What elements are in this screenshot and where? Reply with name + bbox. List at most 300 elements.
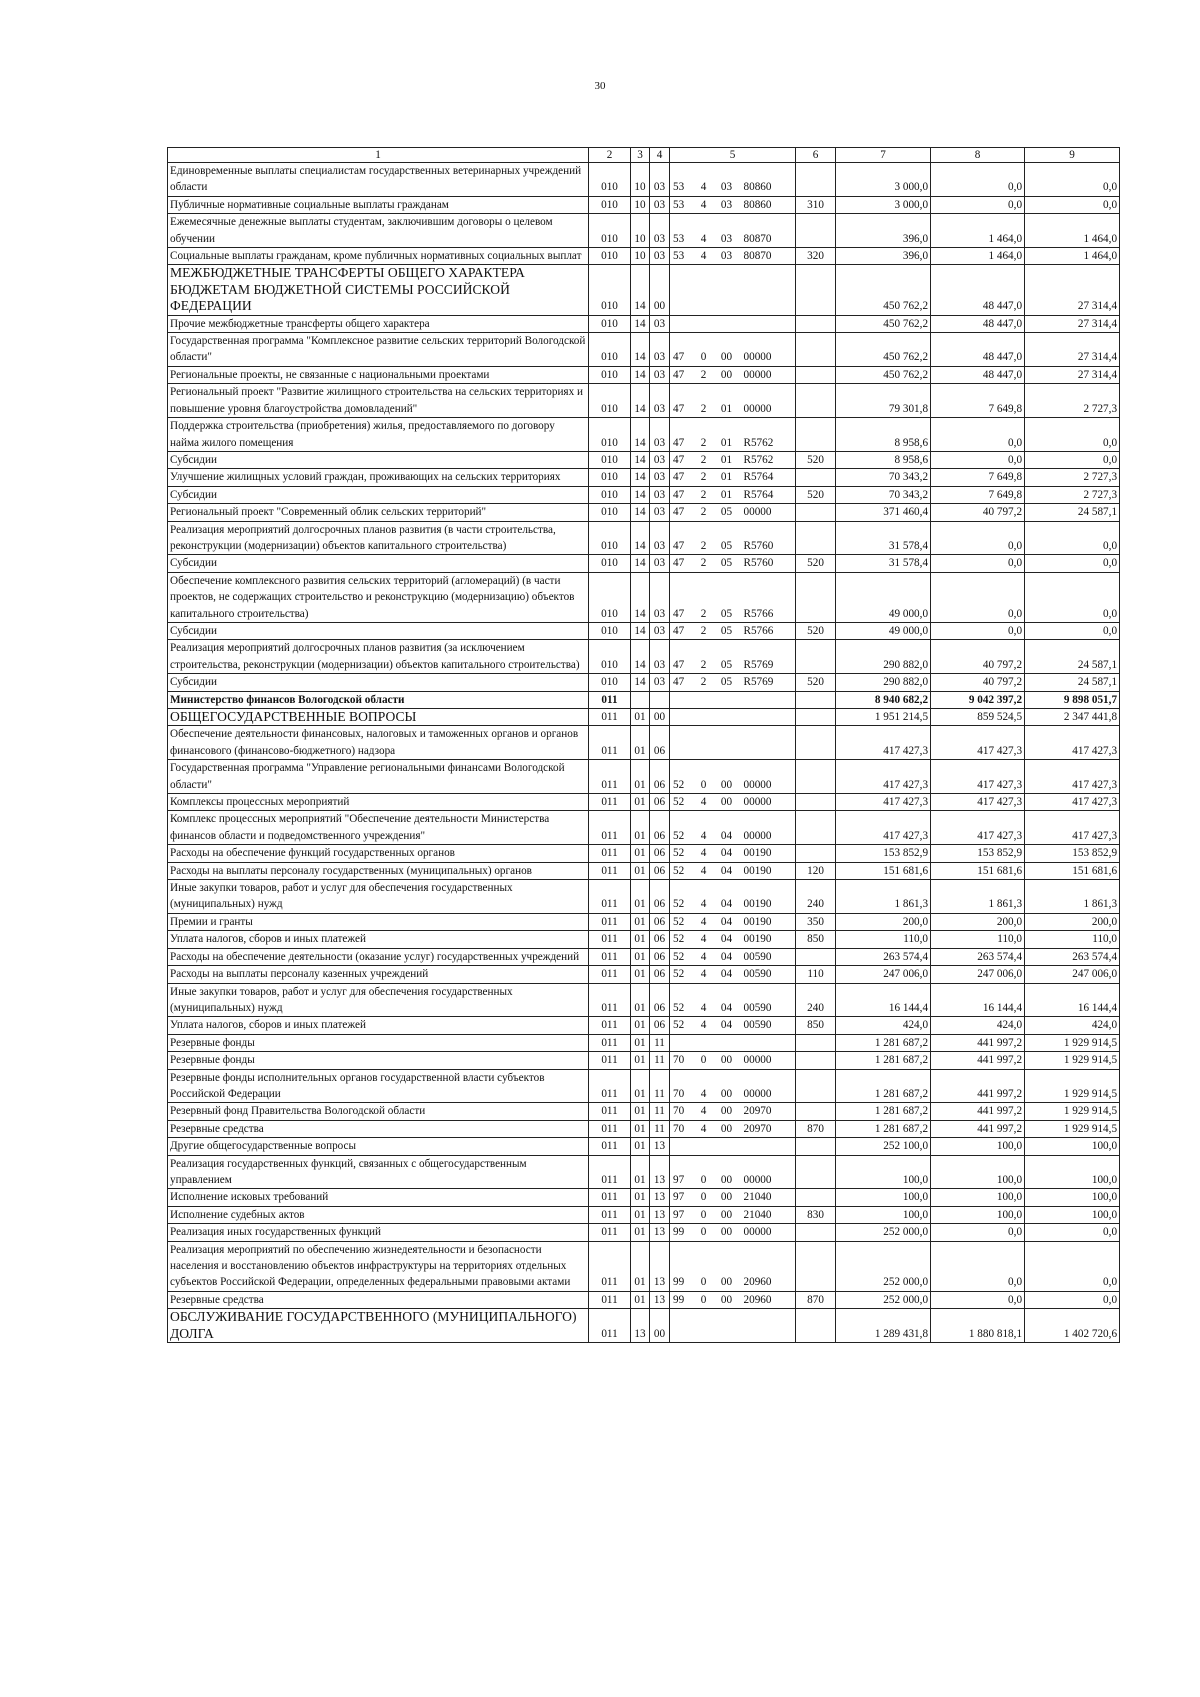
direction-code-cell: 20970: [740, 1103, 796, 1120]
header-cell-2: 2: [589, 148, 631, 163]
event-code-cell: [714, 709, 740, 726]
row-name-cell: Резервные фонды: [168, 1052, 589, 1069]
budget-table: [167, 147, 1120, 1343]
subsection-code-cell: 03: [650, 640, 670, 674]
table-row: [168, 1052, 1120, 1069]
table-row: [168, 1103, 1120, 1120]
row-name-cell: Расходы на обеспечение деятельности (оказание услуг) государственных учреждений: [168, 948, 589, 965]
expense-type-cell: 350: [796, 913, 836, 930]
subsection-code-cell: 03: [650, 163, 670, 197]
amount-col8-cell: 100,0: [931, 1189, 1025, 1206]
section-code-cell: 01: [631, 811, 650, 845]
direction-code-cell: 20960: [740, 1291, 796, 1308]
amount-col9-cell: 0,0: [1025, 1224, 1120, 1241]
amount-col7-cell: 16 144,4: [836, 983, 931, 1017]
subsection-code-cell: 06: [650, 794, 670, 811]
amount-col8-cell: 48 447,0: [931, 315, 1025, 332]
amount-col7-cell: 3 000,0: [836, 196, 931, 213]
amount-col9-cell: 24 587,1: [1025, 504, 1120, 521]
program-code-cell: 70: [670, 1069, 694, 1103]
table-row: [168, 1241, 1120, 1291]
event-code-cell: 04: [714, 966, 740, 983]
table-row: [168, 418, 1120, 452]
row-name-cell: Обеспечение деятельности финансовых, налоговых и таможенных органов и органов финансового (финансово-бюджетного) надзора: [168, 726, 589, 760]
program-code-cell: 97: [670, 1206, 694, 1223]
amount-col8-cell: 417 427,3: [931, 760, 1025, 794]
program-code-cell: 53: [670, 196, 694, 213]
admin-code-cell: 010: [589, 572, 631, 622]
section-code-cell: 01: [631, 1138, 650, 1155]
amount-col7-cell: 450 762,2: [836, 333, 931, 367]
program-code-cell: 70: [670, 1052, 694, 1069]
expense-type-cell: [796, 811, 836, 845]
table-row: [168, 265, 1120, 315]
subsection-code-cell: 13: [650, 1291, 670, 1308]
amount-col8-cell: 9 042 397,2: [931, 691, 1025, 708]
program-code-cell: 47: [670, 622, 694, 639]
amount-col9-cell: 0,0: [1025, 1241, 1120, 1291]
amount-col7-cell: 8 958,6: [836, 418, 931, 452]
row-name-cell: Реализация государственных функций, связанных с общегосударственным управлением: [168, 1155, 589, 1189]
admin-code-cell: 010: [589, 366, 631, 383]
amount-col8-cell: 40 797,2: [931, 640, 1025, 674]
admin-code-cell: 011: [589, 1120, 631, 1137]
header-cell-1: 1: [168, 148, 589, 163]
event-code-cell: 00: [714, 1241, 740, 1291]
subprogram-code-cell: [694, 709, 714, 726]
admin-code-cell: 011: [589, 691, 631, 708]
table-row: [168, 674, 1120, 691]
table-row: [168, 1155, 1120, 1189]
admin-code-cell: 011: [589, 845, 631, 862]
row-name-cell: Субсидии: [168, 486, 589, 503]
program-code-cell: 47: [670, 640, 694, 674]
row-name-cell: Региональный проект "Современный облик сельских территорий": [168, 504, 589, 521]
direction-code-cell: [740, 709, 796, 726]
header-cell-5: 5: [670, 148, 796, 163]
direction-code-cell: R5760: [740, 521, 796, 555]
subprogram-code-cell: 2: [694, 469, 714, 486]
table-row: [168, 1224, 1120, 1241]
amount-col8-cell: 417 427,3: [931, 726, 1025, 760]
direction-code-cell: 00590: [740, 966, 796, 983]
amount-col9-cell: 16 144,4: [1025, 983, 1120, 1017]
table-row: [168, 983, 1120, 1017]
amount-col8-cell: 441 997,2: [931, 1034, 1025, 1051]
direction-code-cell: 80870: [740, 214, 796, 248]
direction-code-cell: 00590: [740, 948, 796, 965]
admin-code-cell: 010: [589, 521, 631, 555]
amount-col7-cell: 396,0: [836, 248, 931, 265]
subsection-code-cell: 06: [650, 983, 670, 1017]
amount-col9-cell: 24 587,1: [1025, 640, 1120, 674]
event-code-cell: 00: [714, 1155, 740, 1189]
amount-col7-cell: 1 281 687,2: [836, 1069, 931, 1103]
amount-col8-cell: 100,0: [931, 1206, 1025, 1223]
row-name-cell: Исполнение судебных актов: [168, 1206, 589, 1223]
subsection-code-cell: 03: [650, 504, 670, 521]
subsection-code-cell: 00: [650, 1309, 670, 1343]
row-name-cell: Ежемесячные денежные выплаты студентам, заключившим договоры о целевом обучении: [168, 214, 589, 248]
subsection-code-cell: 13: [650, 1241, 670, 1291]
admin-code-cell: 010: [589, 214, 631, 248]
program-code-cell: 47: [670, 451, 694, 468]
table-row: [168, 1189, 1120, 1206]
amount-col9-cell: 151 681,6: [1025, 862, 1120, 879]
expense-type-cell: [796, 845, 836, 862]
direction-code-cell: 21040: [740, 1189, 796, 1206]
expense-type-cell: 310: [796, 196, 836, 213]
program-code-cell: 53: [670, 163, 694, 197]
section-code-cell: 01: [631, 1206, 650, 1223]
admin-code-cell: 011: [589, 913, 631, 930]
amount-col7-cell: 151 681,6: [836, 862, 931, 879]
section-code-cell: 01: [631, 1120, 650, 1137]
section-code-cell: 01: [631, 1291, 650, 1308]
header-cell-8: 8: [931, 148, 1025, 163]
section-code-cell: 01: [631, 966, 650, 983]
event-code-cell: 04: [714, 931, 740, 948]
direction-code-cell: R5760: [740, 555, 796, 572]
amount-col9-cell: 2 727,3: [1025, 486, 1120, 503]
event-code-cell: 05: [714, 521, 740, 555]
subprogram-code-cell: 4: [694, 1103, 714, 1120]
amount-col7-cell: 1 281 687,2: [836, 1034, 931, 1051]
table-row: [168, 163, 1120, 197]
table-row: [168, 913, 1120, 930]
admin-code-cell: 011: [589, 1103, 631, 1120]
amount-col9-cell: 0,0: [1025, 622, 1120, 639]
admin-code-cell: 011: [589, 1309, 631, 1343]
header-cell-3: 3: [631, 148, 650, 163]
subsection-code-cell: 00: [650, 265, 670, 315]
row-name-cell: Поддержка строительства (приобретения) жилья, предоставляемого по договору найма жилого помещения: [168, 418, 589, 452]
table-row: [168, 521, 1120, 555]
subprogram-code-cell: 2: [694, 640, 714, 674]
program-code-cell: 47: [670, 504, 694, 521]
amount-col8-cell: 424,0: [931, 1017, 1025, 1034]
row-name-cell: Расходы на выплаты персоналу государственных (муниципальных) органов: [168, 862, 589, 879]
row-name-cell: Резервные фонды исполнительных органов государственной власти субъектов Российской Федерации: [168, 1069, 589, 1103]
subprogram-code-cell: [694, 1034, 714, 1051]
direction-code-cell: 00000: [740, 1155, 796, 1189]
table-row: [168, 948, 1120, 965]
section-code-cell: 14: [631, 418, 650, 452]
section-code-cell: 14: [631, 674, 650, 691]
admin-code-cell: 011: [589, 726, 631, 760]
amount-col7-cell: 31 578,4: [836, 521, 931, 555]
amount-col8-cell: 0,0: [931, 451, 1025, 468]
subsection-code-cell: 03: [650, 384, 670, 418]
amount-col9-cell: 0,0: [1025, 196, 1120, 213]
amount-col9-cell: 1 929 914,5: [1025, 1052, 1120, 1069]
expense-type-cell: 320: [796, 248, 836, 265]
admin-code-cell: 010: [589, 384, 631, 418]
event-code-cell: [714, 1138, 740, 1155]
row-name-cell: Улучшение жилищных условий граждан, проживающих на сельских территориях: [168, 469, 589, 486]
table-row: [168, 622, 1120, 639]
event-code-cell: 00: [714, 1189, 740, 1206]
row-name-cell: Резервные средства: [168, 1120, 589, 1137]
program-code-cell: 52: [670, 948, 694, 965]
subsection-code-cell: 03: [650, 196, 670, 213]
amount-col7-cell: 417 427,3: [836, 794, 931, 811]
table-row: [168, 315, 1120, 332]
amount-col9-cell: 110,0: [1025, 931, 1120, 948]
subsection-code-cell: 11: [650, 1120, 670, 1137]
amount-col7-cell: 1 281 687,2: [836, 1052, 931, 1069]
amount-col8-cell: 859 524,5: [931, 709, 1025, 726]
event-code-cell: 00: [714, 760, 740, 794]
amount-col8-cell: 7 649,8: [931, 486, 1025, 503]
expense-type-cell: 830: [796, 1206, 836, 1223]
admin-code-cell: 010: [589, 418, 631, 452]
program-code-cell: 52: [670, 913, 694, 930]
row-name-cell: Премии и гранты: [168, 913, 589, 930]
direction-code-cell: 80860: [740, 163, 796, 197]
section-code-cell: 01: [631, 1241, 650, 1291]
admin-code-cell: 011: [589, 794, 631, 811]
subsection-code-cell: 06: [650, 913, 670, 930]
program-code-cell: 97: [670, 1155, 694, 1189]
subprogram-code-cell: [694, 1138, 714, 1155]
subsection-code-cell: 06: [650, 948, 670, 965]
row-name-cell: МЕЖБЮДЖЕТНЫЕ ТРАНСФЕРТЫ ОБЩЕГО ХАРАКТЕРА БЮДЖЕТАМ БЮДЖЕТНОЙ СИСТЕМЫ РОССИЙСКОЙ ФЕДЕРАЦИИ: [168, 265, 589, 315]
event-code-cell: 04: [714, 913, 740, 930]
section-code-cell: 01: [631, 913, 650, 930]
amount-col9-cell: 9 898 051,7: [1025, 691, 1120, 708]
amount-col9-cell: 100,0: [1025, 1206, 1120, 1223]
section-code-cell: 01: [631, 845, 650, 862]
direction-code-cell: 20960: [740, 1241, 796, 1291]
admin-code-cell: 011: [589, 948, 631, 965]
expense-type-cell: [796, 640, 836, 674]
program-code-cell: 70: [670, 1120, 694, 1137]
section-code-cell: 10: [631, 248, 650, 265]
section-code-cell: 01: [631, 1017, 650, 1034]
subprogram-code-cell: 2: [694, 572, 714, 622]
expense-type-cell: 240: [796, 983, 836, 1017]
subsection-code-cell: 03: [650, 486, 670, 503]
row-name-cell: Уплата налогов, сборов и иных платежей: [168, 931, 589, 948]
program-code-cell: [670, 709, 694, 726]
event-code-cell: 04: [714, 845, 740, 862]
section-code-cell: 01: [631, 726, 650, 760]
subprogram-code-cell: 0: [694, 1241, 714, 1291]
amount-col8-cell: 16 144,4: [931, 983, 1025, 1017]
admin-code-cell: 010: [589, 196, 631, 213]
row-name-cell: Резервные фонды: [168, 1034, 589, 1051]
header-cell-4: 4: [650, 148, 670, 163]
subprogram-code-cell: 4: [694, 913, 714, 930]
row-name-cell: Единовременные выплаты специалистам государственных ветеринарных учреждений области: [168, 163, 589, 197]
amount-col9-cell: 2 347 441,8: [1025, 709, 1120, 726]
subsection-code-cell: 11: [650, 1069, 670, 1103]
subprogram-code-cell: 2: [694, 521, 714, 555]
amount-col8-cell: 0,0: [931, 1291, 1025, 1308]
subprogram-code-cell: 4: [694, 1017, 714, 1034]
direction-code-cell: 00190: [740, 931, 796, 948]
section-code-cell: 01: [631, 1052, 650, 1069]
amount-col7-cell: 100,0: [836, 1155, 931, 1189]
expense-type-cell: [796, 1224, 836, 1241]
subprogram-code-cell: 4: [694, 948, 714, 965]
program-code-cell: 47: [670, 418, 694, 452]
program-code-cell: 52: [670, 931, 694, 948]
direction-code-cell: 00000: [740, 384, 796, 418]
amount-col9-cell: 1 402 720,6: [1025, 1309, 1120, 1343]
event-code-cell: [714, 1034, 740, 1051]
subsection-code-cell: 06: [650, 880, 670, 914]
amount-col9-cell: 417 427,3: [1025, 811, 1120, 845]
table-row: [168, 880, 1120, 914]
admin-code-cell: 010: [589, 640, 631, 674]
amount-col7-cell: 100,0: [836, 1189, 931, 1206]
row-name-cell: Исполнение исковых требований: [168, 1189, 589, 1206]
amount-col8-cell: 110,0: [931, 931, 1025, 948]
amount-col9-cell: 100,0: [1025, 1189, 1120, 1206]
amount-col9-cell: 1 464,0: [1025, 248, 1120, 265]
event-code-cell: 03: [714, 248, 740, 265]
amount-col7-cell: 100,0: [836, 1206, 931, 1223]
expense-type-cell: [796, 163, 836, 197]
subsection-code-cell: 11: [650, 1103, 670, 1120]
subsection-code-cell: 06: [650, 760, 670, 794]
amount-col7-cell: 450 762,2: [836, 315, 931, 332]
amount-col8-cell: 0,0: [931, 572, 1025, 622]
amount-col8-cell: 441 997,2: [931, 1069, 1025, 1103]
direction-code-cell: 00000: [740, 1069, 796, 1103]
amount-col8-cell: 0,0: [931, 196, 1025, 213]
subsection-code-cell: 06: [650, 1017, 670, 1034]
program-code-cell: 52: [670, 966, 694, 983]
event-code-cell: 03: [714, 214, 740, 248]
expense-type-cell: 850: [796, 1017, 836, 1034]
event-code-cell: 04: [714, 862, 740, 879]
row-name-cell: Реализация иных государственных функций: [168, 1224, 589, 1241]
amount-col7-cell: 417 427,3: [836, 811, 931, 845]
subprogram-code-cell: 2: [694, 674, 714, 691]
amount-col8-cell: 0,0: [931, 163, 1025, 197]
row-name-cell: Комплекс процессных мероприятий "Обеспечение деятельности Министерства финансов области и подведомственного учреждения": [168, 811, 589, 845]
row-name-cell: Государственная программа "Комплексное развитие сельских территорий Вологодской области": [168, 333, 589, 367]
expense-type-cell: 520: [796, 486, 836, 503]
event-code-cell: 01: [714, 384, 740, 418]
direction-code-cell: 00000: [740, 1224, 796, 1241]
amount-col8-cell: 48 447,0: [931, 333, 1025, 367]
program-code-cell: 52: [670, 760, 694, 794]
section-code-cell: 10: [631, 214, 650, 248]
admin-code-cell: 011: [589, 1291, 631, 1308]
expense-type-cell: [796, 504, 836, 521]
amount-col7-cell: 31 578,4: [836, 555, 931, 572]
expense-type-cell: 240: [796, 880, 836, 914]
row-name-cell: Субсидии: [168, 555, 589, 572]
row-name-cell: Другие общегосударственные вопросы: [168, 1138, 589, 1155]
amount-col7-cell: 70 343,2: [836, 469, 931, 486]
event-code-cell: 01: [714, 418, 740, 452]
amount-col7-cell: 1 951 214,5: [836, 709, 931, 726]
event-code-cell: 00: [714, 1206, 740, 1223]
amount-col8-cell: 1 464,0: [931, 214, 1025, 248]
section-code-cell: 01: [631, 760, 650, 794]
subsection-code-cell: 03: [650, 622, 670, 639]
section-code-cell: 01: [631, 1155, 650, 1189]
row-name-cell: Обеспечение комплексного развития сельских территорий (агломераций) (в части проектов, не содержащих строительство и реконструкцию (модернизацию) объектов капитального строительства): [168, 572, 589, 622]
subprogram-code-cell: 4: [694, 163, 714, 197]
direction-code-cell: [740, 1309, 796, 1343]
subprogram-code-cell: 4: [694, 880, 714, 914]
event-code-cell: 01: [714, 469, 740, 486]
subprogram-code-cell: 0: [694, 1291, 714, 1308]
expense-type-cell: [796, 521, 836, 555]
subprogram-code-cell: 4: [694, 811, 714, 845]
amount-col9-cell: 27 314,4: [1025, 333, 1120, 367]
section-code-cell: 14: [631, 555, 650, 572]
table-row: [168, 504, 1120, 521]
subprogram-code-cell: [694, 265, 714, 315]
program-code-cell: 47: [670, 555, 694, 572]
row-name-cell: Министерство финансов Вологодской области: [168, 691, 589, 708]
direction-code-cell: 00000: [740, 504, 796, 521]
admin-code-cell: 011: [589, 983, 631, 1017]
program-code-cell: 52: [670, 880, 694, 914]
expense-type-cell: [796, 691, 836, 708]
table-row: [168, 691, 1120, 708]
subprogram-code-cell: 4: [694, 1069, 714, 1103]
admin-code-cell: 010: [589, 469, 631, 486]
direction-code-cell: 00590: [740, 1017, 796, 1034]
table-row: [168, 1069, 1120, 1103]
amount-col8-cell: 100,0: [931, 1138, 1025, 1155]
amount-col9-cell: 27 314,4: [1025, 265, 1120, 315]
section-code-cell: [631, 691, 650, 708]
admin-code-cell: 010: [589, 315, 631, 332]
row-name-cell: Региональный проект "Развитие жилищного строительства на сельских территориях и повышение уровня благоустройства домовладений": [168, 384, 589, 418]
subprogram-code-cell: 2: [694, 555, 714, 572]
subprogram-code-cell: 4: [694, 983, 714, 1017]
expense-type-cell: [796, 1155, 836, 1189]
table-row: [168, 196, 1120, 213]
section-code-cell: 01: [631, 983, 650, 1017]
event-code-cell: 04: [714, 1017, 740, 1034]
subprogram-code-cell: 0: [694, 1224, 714, 1241]
program-code-cell: [670, 315, 694, 332]
amount-col7-cell: 3 000,0: [836, 163, 931, 197]
admin-code-cell: 011: [589, 811, 631, 845]
section-code-cell: 10: [631, 163, 650, 197]
program-code-cell: 52: [670, 983, 694, 1017]
subprogram-code-cell: 2: [694, 366, 714, 383]
admin-code-cell: 011: [589, 1155, 631, 1189]
direction-code-cell: R5764: [740, 469, 796, 486]
amount-col8-cell: 48 447,0: [931, 366, 1025, 383]
direction-code-cell: [740, 265, 796, 315]
direction-code-cell: 00190: [740, 880, 796, 914]
expense-type-cell: 520: [796, 674, 836, 691]
amount-col7-cell: 290 882,0: [836, 674, 931, 691]
subsection-code-cell: 03: [650, 333, 670, 367]
subsection-code-cell: 03: [650, 315, 670, 332]
event-code-cell: 01: [714, 451, 740, 468]
amount-col8-cell: 247 006,0: [931, 966, 1025, 983]
table-row: [168, 1309, 1120, 1343]
table-row: [168, 640, 1120, 674]
program-code-cell: 47: [670, 333, 694, 367]
amount-col9-cell: 2 727,3: [1025, 384, 1120, 418]
program-code-cell: 99: [670, 1241, 694, 1291]
section-code-cell: 14: [631, 265, 650, 315]
